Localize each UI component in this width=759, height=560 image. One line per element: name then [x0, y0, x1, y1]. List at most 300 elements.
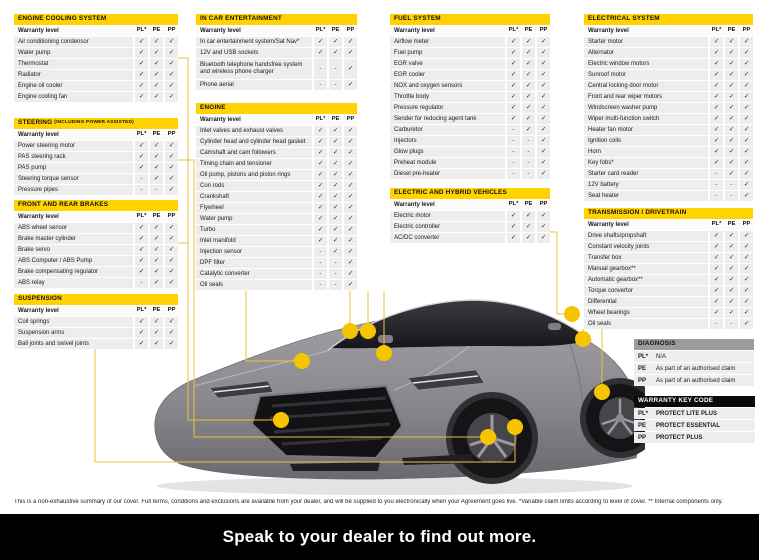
coverage-mark: ✓ — [537, 59, 550, 69]
warranty-level-header: Warranty level — [14, 212, 133, 222]
component-label: Wheel bearings — [584, 308, 708, 318]
table-row — [390, 233, 550, 243]
coverage-mark: ✓ — [725, 103, 738, 113]
coverage-mark: ✓ — [150, 234, 163, 244]
coverage-mark: ✓ — [165, 174, 178, 184]
table-row — [196, 225, 357, 235]
coverage-mark: ✓ — [135, 317, 148, 327]
component-label: Camshaft and cam followers — [196, 148, 312, 158]
column-header: PL* — [135, 212, 148, 222]
coverage-mark: - — [710, 180, 723, 190]
coverage-mark: ✓ — [740, 136, 753, 146]
coverage-mark: ✓ — [710, 59, 723, 69]
column-header: PE — [329, 115, 342, 125]
warranty-level-header: Warranty level — [196, 26, 312, 36]
component-label: Ball joints and swivel joints — [14, 339, 133, 349]
coverage-mark: - — [329, 280, 342, 290]
legend-value: N/A — [656, 353, 667, 360]
column-header: PL* — [135, 306, 148, 316]
coverage-mark: ✓ — [507, 70, 520, 80]
component-label: Fuel pump — [390, 48, 505, 58]
coverage-mark: ✓ — [725, 136, 738, 146]
warranty-level-header: Warranty level — [584, 26, 708, 36]
coverage-mark: ✓ — [710, 231, 723, 241]
coverage-mark: ✓ — [725, 275, 738, 285]
coverage-mark: - — [507, 169, 520, 179]
component-label: Key fobs* — [584, 158, 708, 168]
table-row — [14, 185, 178, 195]
table-row — [14, 174, 178, 184]
coverage-mark: ✓ — [150, 59, 163, 69]
coverage-mark: - — [314, 59, 327, 79]
coverage-mark: ✓ — [150, 278, 163, 288]
table-title — [390, 188, 550, 199]
table-row — [390, 169, 550, 179]
table-row — [584, 319, 753, 329]
coverage-mark: ✓ — [725, 147, 738, 157]
coverage-mark: ✓ — [507, 48, 520, 58]
table-row — [584, 242, 753, 252]
table-row — [14, 48, 178, 58]
component-label: Cylinder head and cylinder head gasket — [196, 137, 312, 147]
coverage-mark: ✓ — [522, 125, 535, 135]
coverage-mark: ✓ — [150, 163, 163, 173]
component-label: Sunroof motor — [584, 70, 708, 80]
coverage-mark: - — [135, 278, 148, 288]
table-row — [390, 81, 550, 91]
table-header-row — [584, 26, 753, 36]
warranty-level-header: Warranty level — [14, 130, 133, 140]
coverage-mark: ✓ — [710, 125, 723, 135]
coverage-mark: ✓ — [314, 192, 327, 202]
coverage-mark: ✓ — [150, 37, 163, 47]
table-row — [390, 48, 550, 58]
table-title-text: SUSPENSION — [18, 295, 62, 303]
coverage-mark: ✓ — [329, 192, 342, 202]
table-header-row — [14, 130, 178, 140]
legend-value: PROTECT PLUS — [656, 434, 703, 441]
table-header-row — [14, 212, 178, 222]
column-header: PE — [150, 306, 163, 316]
coverage-mark: ✓ — [522, 211, 535, 221]
table-title — [14, 14, 178, 25]
column-header: PL* — [710, 220, 723, 230]
coverage-mark: ✓ — [522, 222, 535, 232]
table-front-and-rear-brakes — [14, 200, 178, 288]
component-label: Power steering motor — [14, 141, 133, 151]
table-row — [584, 264, 753, 274]
coverage-mark: ✓ — [710, 81, 723, 91]
component-label: Drive shafts/propshaft — [584, 231, 708, 241]
coverage-mark: ✓ — [150, 152, 163, 162]
callout-dot — [360, 323, 376, 339]
coverage-mark: ✓ — [537, 114, 550, 124]
coverage-mark: ✓ — [710, 286, 723, 296]
coverage-mark: ✓ — [740, 70, 753, 80]
coverage-mark: ✓ — [537, 48, 550, 58]
coverage-mark: ✓ — [725, 92, 738, 102]
coverage-mark: ✓ — [740, 147, 753, 157]
coverage-mark: ✓ — [344, 236, 357, 246]
component-label: 12V battery — [584, 180, 708, 190]
component-label: Starter motor — [584, 37, 708, 47]
table-row — [14, 256, 178, 266]
coverage-mark: ✓ — [135, 92, 148, 102]
component-label: Oil seals — [584, 319, 708, 329]
coverage-mark: ✓ — [314, 137, 327, 147]
coverage-mark: ✓ — [329, 126, 342, 136]
table-title — [14, 118, 178, 129]
table-row — [14, 81, 178, 91]
coverage-mark: ✓ — [329, 159, 342, 169]
coverage-mark: ✓ — [725, 70, 738, 80]
warranty-level-header: Warranty level — [14, 306, 133, 316]
column-header: PE — [725, 26, 738, 36]
coverage-mark: ✓ — [740, 103, 753, 113]
coverage-mark: ✓ — [710, 308, 723, 318]
coverage-mark: ✓ — [522, 114, 535, 124]
table-row — [584, 136, 753, 146]
coverage-mark: ✓ — [537, 92, 550, 102]
coverage-mark: ✓ — [710, 48, 723, 58]
table-header-row — [196, 26, 357, 36]
coverage-mark: ✓ — [740, 275, 753, 285]
coverage-mark: ✓ — [165, 48, 178, 58]
table-row — [584, 286, 753, 296]
coverage-mark: ✓ — [165, 278, 178, 288]
coverage-mark: ✓ — [135, 223, 148, 233]
coverage-mark: ✓ — [537, 222, 550, 232]
column-header: PE — [522, 26, 535, 36]
coverage-mark: ✓ — [165, 234, 178, 244]
coverage-mark: ✓ — [740, 158, 753, 168]
component-label: Injection sensor — [196, 247, 312, 257]
component-label: NOX and oxygen sensors — [390, 81, 505, 91]
component-label: EGR valve — [390, 59, 505, 69]
table-row — [196, 37, 357, 47]
component-label: Flywheel — [196, 203, 312, 213]
coverage-mark: - — [507, 125, 520, 135]
coverage-mark: ✓ — [522, 59, 535, 69]
table-row — [196, 59, 357, 79]
column-header: PL* — [135, 26, 148, 36]
component-label: ABS wheel sensor — [14, 223, 133, 233]
table-row — [14, 163, 178, 173]
column-header: PL* — [314, 115, 327, 125]
table-row — [196, 80, 357, 90]
component-label: Oil pump, pistons and piston rings — [196, 170, 312, 180]
table-row — [584, 297, 753, 307]
callout-dot — [480, 429, 496, 445]
component-label: Carburetor — [390, 125, 505, 135]
coverage-mark: ✓ — [135, 339, 148, 349]
legend-row — [634, 408, 755, 419]
table-header-row — [14, 26, 178, 36]
coverage-mark: ✓ — [135, 48, 148, 58]
warranty-key-code-legend — [634, 396, 755, 443]
table-row — [584, 114, 753, 124]
table-engine — [196, 103, 357, 290]
component-label: ABS relay — [14, 278, 133, 288]
component-label: Pressure pipes — [14, 185, 133, 195]
table-electrical-system — [584, 14, 753, 201]
coverage-mark: ✓ — [710, 297, 723, 307]
coverage-mark: ✓ — [725, 81, 738, 91]
coverage-mark: ✓ — [507, 103, 520, 113]
component-label: Alternator — [584, 48, 708, 58]
coverage-mark: - — [329, 269, 342, 279]
component-label: Catalytic converter — [196, 269, 312, 279]
table-row — [14, 70, 178, 80]
coverage-mark: ✓ — [165, 223, 178, 233]
legend-value: PROTECT ESSENTIAL — [656, 422, 721, 429]
table-row — [390, 158, 550, 168]
component-label: Electric motor — [390, 211, 505, 221]
column-header: PE — [150, 130, 163, 140]
coverage-mark: ✓ — [725, 297, 738, 307]
table-header-row — [196, 115, 357, 125]
warranty-level-header: Warranty level — [14, 26, 133, 36]
coverage-mark: ✓ — [150, 48, 163, 58]
coverage-mark: ✓ — [329, 37, 342, 47]
coverage-mark: ✓ — [314, 126, 327, 136]
coverage-mark: ✓ — [150, 256, 163, 266]
table-row — [196, 214, 357, 224]
legend-value: PROTECT LITE PLUS — [656, 410, 718, 417]
coverage-mark: ✓ — [740, 242, 753, 252]
coverage-mark: ✓ — [329, 48, 342, 58]
table-row — [196, 258, 357, 268]
column-header: PP — [344, 115, 357, 125]
coverage-mark: ✓ — [522, 103, 535, 113]
coverage-mark: ✓ — [135, 245, 148, 255]
table-row — [390, 59, 550, 69]
component-label: Thermostat — [14, 59, 133, 69]
coverage-mark: ✓ — [344, 192, 357, 202]
coverage-mark: ✓ — [710, 92, 723, 102]
coverage-mark: ✓ — [329, 137, 342, 147]
table-row — [14, 59, 178, 69]
coverage-mark: ✓ — [165, 59, 178, 69]
coverage-mark: ✓ — [725, 253, 738, 263]
coverage-mark: ✓ — [344, 247, 357, 257]
component-label: Engine cooling fan — [14, 92, 133, 102]
component-label: Timing chain and tensioner — [196, 159, 312, 169]
table-row — [390, 37, 550, 47]
coverage-mark: ✓ — [740, 48, 753, 58]
table-row — [14, 223, 178, 233]
component-label: Heater fan motor — [584, 125, 708, 135]
table-steering — [14, 118, 178, 195]
coverage-mark: ✓ — [314, 214, 327, 224]
coverage-mark: - — [314, 280, 327, 290]
component-label: Electric controller — [390, 222, 505, 232]
table-title-subtitle: (INCLUDING POWER ASSISTED) — [54, 120, 134, 126]
table-header-row — [14, 306, 178, 316]
component-label: Brake master cylinder — [14, 234, 133, 244]
table-in-car-entertainment — [196, 14, 357, 90]
table-title-text: FRONT AND REAR BRAKES — [18, 201, 109, 209]
table-row — [584, 81, 753, 91]
coverage-mark: ✓ — [135, 328, 148, 338]
column-header: PE — [522, 200, 535, 210]
coverage-mark: - — [725, 319, 738, 329]
coverage-mark: ✓ — [344, 159, 357, 169]
table-row — [196, 181, 357, 191]
component-label: Throttle body — [390, 92, 505, 102]
coverage-mark: ✓ — [165, 267, 178, 277]
coverage-mark: - — [329, 258, 342, 268]
column-header: PP — [165, 306, 178, 316]
coverage-mark: ✓ — [537, 147, 550, 157]
coverage-mark: ✓ — [165, 339, 178, 349]
coverage-mark: ✓ — [740, 297, 753, 307]
component-label: Crankshaft — [196, 192, 312, 202]
coverage-mark: ✓ — [725, 48, 738, 58]
coverage-mark: ✓ — [150, 245, 163, 255]
coverage-mark: ✓ — [135, 267, 148, 277]
component-label: AC/DC converter — [390, 233, 505, 243]
table-row — [584, 103, 753, 113]
coverage-mark: ✓ — [329, 247, 342, 257]
coverage-mark: ✓ — [537, 211, 550, 221]
table-row — [196, 280, 357, 290]
table-title-text: TRANSMISSION / DRIVETRAIN — [588, 209, 687, 217]
coverage-mark: ✓ — [740, 169, 753, 179]
coverage-mark: ✓ — [725, 37, 738, 47]
coverage-mark: ✓ — [150, 92, 163, 102]
table-row — [14, 317, 178, 327]
coverage-mark: ✓ — [165, 81, 178, 91]
coverage-mark: ✓ — [150, 317, 163, 327]
coverage-mark: ✓ — [725, 231, 738, 241]
coverage-mark: ✓ — [165, 152, 178, 162]
component-label: In car entertainment system/Sat Nav* — [196, 37, 312, 47]
table-title — [14, 200, 178, 211]
coverage-mark: ✓ — [150, 141, 163, 151]
coverage-mark: ✓ — [740, 180, 753, 190]
coverage-mark: ✓ — [329, 225, 342, 235]
coverage-mark: - — [522, 158, 535, 168]
coverage-mark: ✓ — [740, 308, 753, 318]
component-label: Wiper multi-function switch — [584, 114, 708, 124]
coverage-mark: ✓ — [165, 317, 178, 327]
coverage-mark: ✓ — [329, 170, 342, 180]
legend-key: PL* — [638, 410, 649, 417]
legend-key: PP — [638, 377, 647, 384]
legend-row — [634, 351, 754, 362]
table-header-row — [390, 200, 550, 210]
table-row — [584, 59, 753, 69]
table-title-text: FUEL SYSTEM — [394, 15, 441, 23]
table-row — [14, 92, 178, 102]
table-row — [196, 148, 357, 158]
component-label: PAS steering rack — [14, 152, 133, 162]
coverage-mark: - — [522, 147, 535, 157]
coverage-mark: - — [710, 191, 723, 201]
coverage-mark: ✓ — [740, 114, 753, 124]
coverage-mark: ✓ — [522, 81, 535, 91]
warranty-level-header: Warranty level — [584, 220, 708, 230]
table-header-row — [390, 26, 550, 36]
table-row — [390, 136, 550, 146]
table-electric-and-hybrid-vehicles — [390, 188, 550, 243]
table-fuel-system — [390, 14, 550, 179]
table-row — [14, 278, 178, 288]
coverage-mark: ✓ — [710, 114, 723, 124]
component-label: Horn — [584, 147, 708, 157]
table-row — [390, 103, 550, 113]
table-row — [196, 236, 357, 246]
component-label: Suspension arms — [14, 328, 133, 338]
coverage-mark: ✓ — [150, 81, 163, 91]
coverage-mark: ✓ — [507, 114, 520, 124]
component-label: Airflow meter — [390, 37, 505, 47]
coverage-mark: ✓ — [314, 159, 327, 169]
coverage-mark: ✓ — [725, 158, 738, 168]
table-row — [14, 234, 178, 244]
coverage-mark: ✓ — [135, 70, 148, 80]
coverage-mark: ✓ — [740, 231, 753, 241]
coverage-mark: ✓ — [710, 242, 723, 252]
coverage-mark: ✓ — [522, 70, 535, 80]
table-row — [14, 245, 178, 255]
column-header: PL* — [314, 26, 327, 36]
coverage-mark: ✓ — [507, 81, 520, 91]
table-row — [14, 328, 178, 338]
coverage-mark: ✓ — [150, 339, 163, 349]
warranty-level-header: Warranty level — [196, 115, 312, 125]
component-label: Inlet manifold — [196, 236, 312, 246]
coverage-mark: ✓ — [314, 236, 327, 246]
table-row — [196, 137, 357, 147]
coverage-mark: ✓ — [329, 214, 342, 224]
legend-row — [634, 432, 755, 443]
coverage-mark: - — [135, 174, 148, 184]
coverage-mark: ✓ — [344, 126, 357, 136]
coverage-mark: ✓ — [507, 92, 520, 102]
component-label: Water pump — [14, 48, 133, 58]
coverage-mark: ✓ — [740, 319, 753, 329]
coverage-mark: ✓ — [344, 203, 357, 213]
coverage-mark: - — [710, 169, 723, 179]
coverage-mark: ✓ — [710, 264, 723, 274]
coverage-mark: ✓ — [150, 328, 163, 338]
coverage-mark: - — [150, 185, 163, 195]
column-header: PP — [165, 130, 178, 140]
coverage-mark: ✓ — [710, 70, 723, 80]
table-title-text: ENGINE — [200, 104, 226, 112]
column-header: PE — [150, 26, 163, 36]
table-row — [196, 48, 357, 58]
coverage-mark: - — [507, 136, 520, 146]
component-label: Seat heater — [584, 191, 708, 201]
coverage-mark: ✓ — [314, 48, 327, 58]
table-row — [584, 158, 753, 168]
legend-key: PL* — [638, 353, 649, 360]
column-header: PE — [329, 26, 342, 36]
table-row — [584, 275, 753, 285]
coverage-mark: ✓ — [710, 275, 723, 285]
column-header: PL* — [507, 200, 520, 210]
legend-key: PE — [638, 365, 647, 372]
component-label: Steering torque sensor — [14, 174, 133, 184]
table-row — [584, 37, 753, 47]
component-label: Electric window motors — [584, 59, 708, 69]
coverage-mark: ✓ — [135, 163, 148, 173]
table-row — [584, 253, 753, 263]
table-transmission-drivetrain — [584, 208, 753, 329]
